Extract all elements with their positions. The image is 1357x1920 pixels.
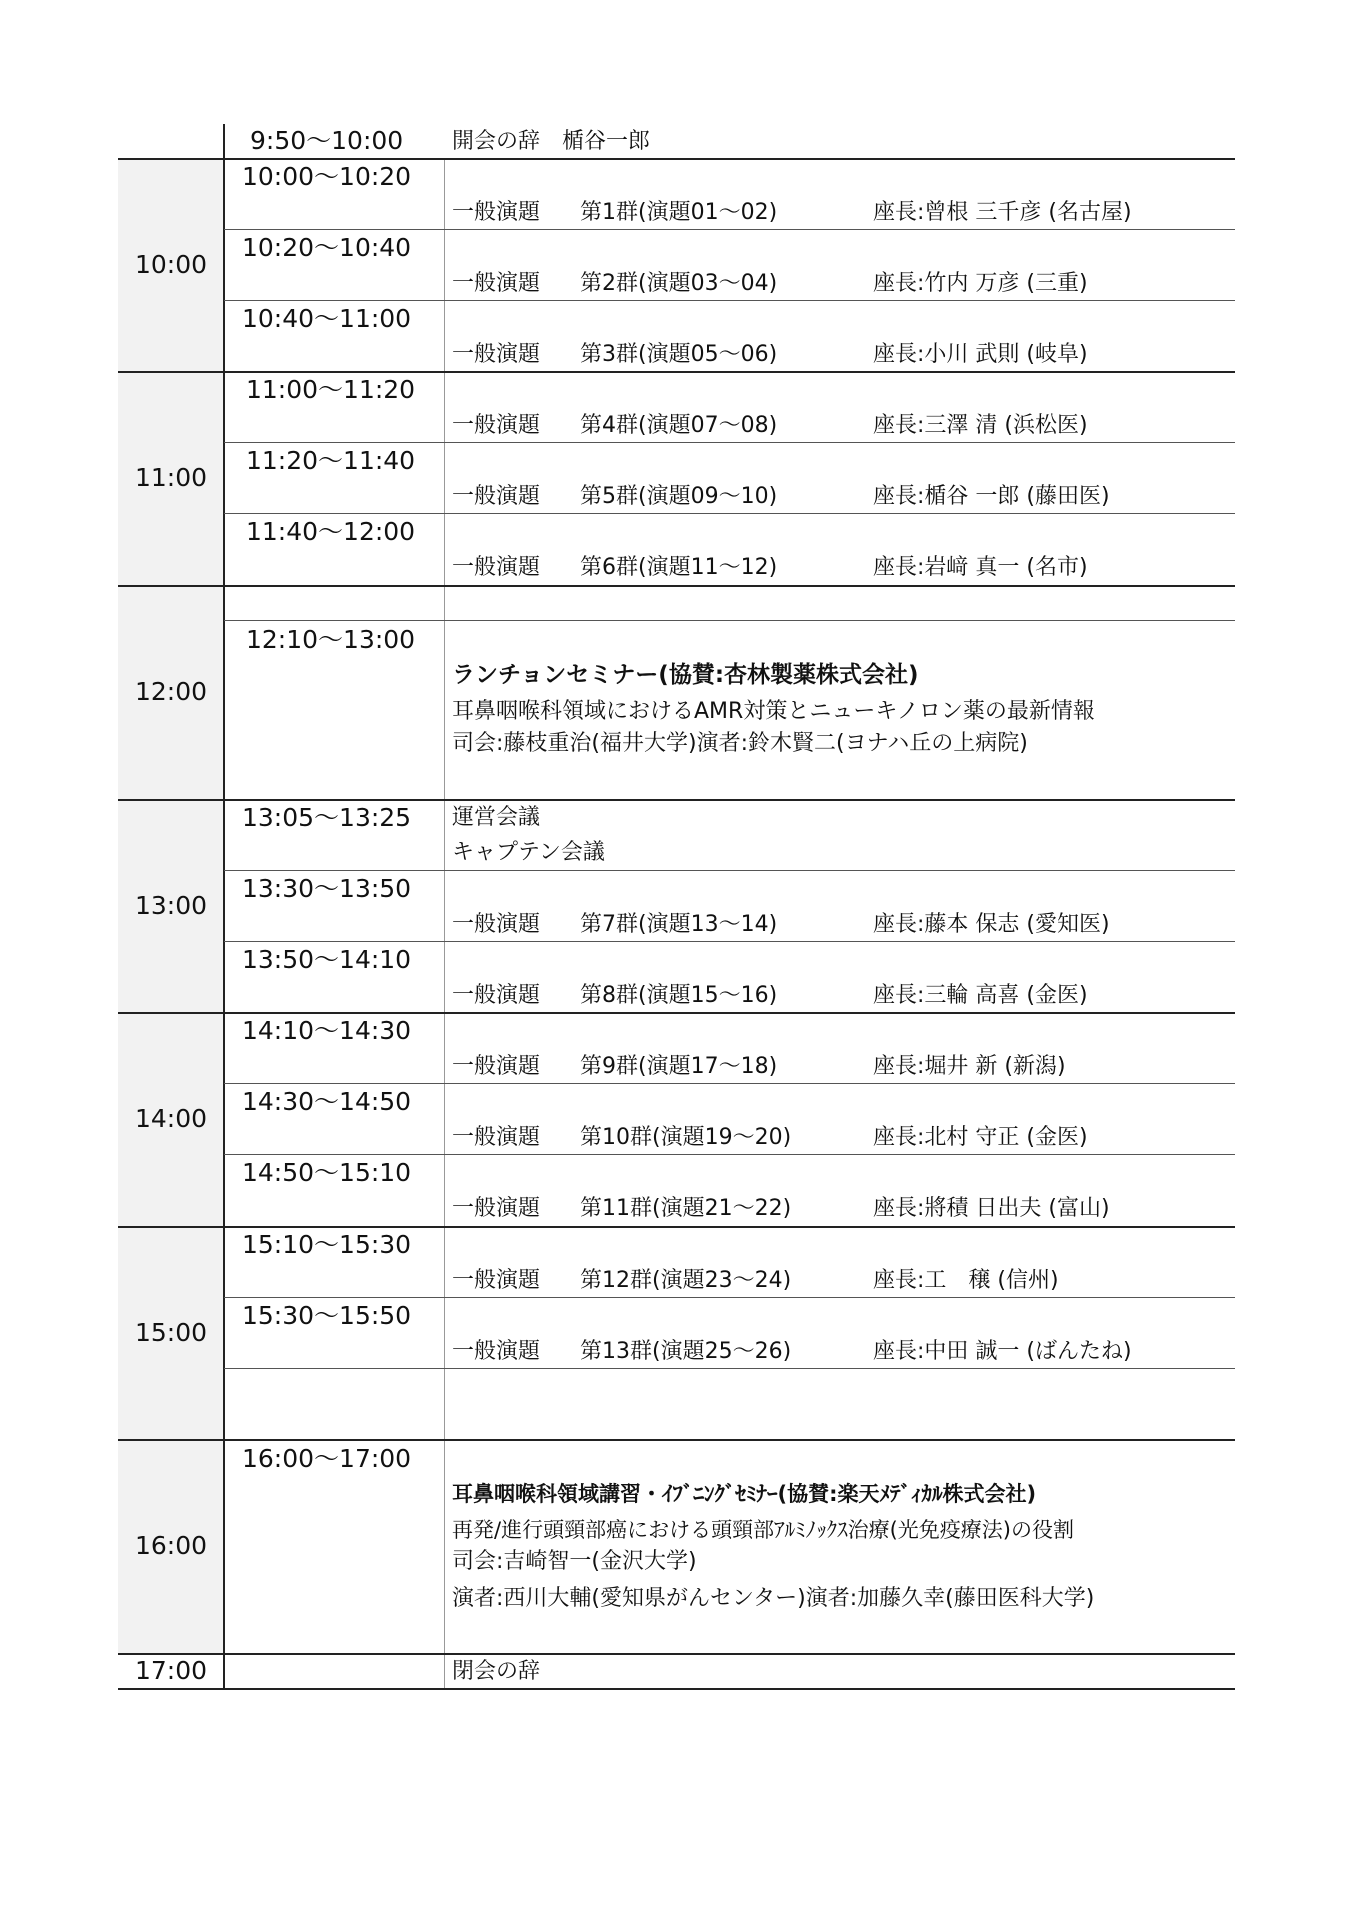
hour-label-13: 13:00: [134, 891, 208, 920]
session-time: 13:30〜13:50: [242, 874, 412, 903]
opening-time: 9:50〜10:00: [250, 126, 404, 155]
meeting-line1: 運営会議: [452, 805, 541, 830]
rule-1330: [224, 870, 1235, 871]
session-group: 第2群(演題03〜04): [580, 271, 778, 296]
evening-title: 耳鼻咽喉科領域講習・ｲﾌﾞﾆﾝｸﾞｾﾐﾅｰ(協賛:楽天ﾒﾃﾞｨｶﾙ株式会社): [452, 1482, 1037, 1506]
lunch-people: 司会:藤枝重治(福井大学)演者:鈴木賢二(ヨナハ丘の上病院): [452, 731, 1028, 756]
opening-text: 開会の辞 楯谷一郎: [452, 129, 651, 154]
session-group: 第13群(演題25〜26): [580, 1339, 792, 1364]
session-time: 11:00〜11:20: [246, 375, 416, 404]
session-group: 第4群(演題07〜08): [580, 413, 778, 438]
session-time: 10:20〜10:40: [242, 233, 412, 262]
session-group: 第8群(演題15〜16): [580, 983, 778, 1008]
session-group: 第5群(演題09〜10): [580, 484, 778, 509]
session-chair: 座長:小川 武則 (岐阜): [873, 342, 1088, 367]
rule-10: [118, 158, 1235, 160]
lunch-title: ランチョンセミナー(協賛:杏林製薬株式会社): [452, 662, 919, 688]
hour-label-15: 15:00: [134, 1318, 208, 1347]
session-label: 一般演題: [452, 200, 541, 225]
rule-1120: [224, 442, 1235, 443]
session-label: 一般演題: [452, 983, 541, 1008]
session-group: 第7群(演題13〜14): [580, 912, 778, 937]
closing-text: 閉会の辞: [452, 1659, 541, 1684]
rule-1450: [224, 1154, 1235, 1155]
session-group: 第9群(演題17〜18): [580, 1054, 778, 1079]
meeting-line2: キャプテン会議: [452, 840, 605, 865]
session-label: 一般演題: [452, 342, 541, 367]
rule-16: [118, 1439, 1235, 1441]
session-label: 一般演題: [452, 413, 541, 438]
rule-1210: [224, 620, 1235, 621]
rule-1020: [224, 229, 1235, 230]
session-chair: 座長:藤本 保志 (愛知医): [873, 912, 1110, 937]
session-label: 一般演題: [452, 1268, 541, 1293]
session-label: 一般演題: [452, 1196, 541, 1221]
hour-label-14: 14:00: [134, 1104, 208, 1133]
session-time: 10:00〜10:20: [242, 162, 412, 191]
session-time: 15:10〜15:30: [242, 1230, 412, 1259]
rule-1040: [224, 300, 1235, 301]
session-chair: 座長:堀井 新 (新潟): [873, 1054, 1066, 1079]
session-time: 15:30〜15:50: [242, 1301, 412, 1330]
session-label: 一般演題: [452, 555, 541, 580]
hour-label-12: 12:00: [134, 677, 208, 706]
session-group: 第1群(演題01〜02): [580, 200, 778, 225]
session-label: 一般演題: [452, 912, 541, 937]
session-chair: 座長:中田 誠一 (ばんたね): [873, 1339, 1132, 1364]
session-group: 第10群(演題19〜20): [580, 1125, 792, 1150]
session-group: 第6群(演題11〜12): [580, 555, 778, 580]
session-label: 一般演題: [452, 1125, 541, 1150]
rule-17: [118, 1653, 1235, 1655]
session-label: 一般演題: [452, 271, 541, 296]
session-chair: 座長:北村 守正 (金医): [873, 1125, 1088, 1150]
session-group: 第12群(演題23〜24): [580, 1268, 792, 1293]
rule-end: [118, 1688, 1235, 1690]
session-chair: 座長:工 穣 (信州): [873, 1268, 1059, 1293]
session-time: 14:30〜14:50: [242, 1087, 412, 1116]
session-group: 第11群(演題21〜22): [580, 1196, 792, 1221]
hour-label-10: 10:00: [134, 250, 208, 279]
rule-14: [118, 1012, 1235, 1014]
lunch-time: 12:10〜13:00: [246, 625, 416, 654]
evening-chair: 司会:吉崎智一(金沢大学): [452, 1549, 697, 1574]
session-time: 10:40〜11:00: [242, 304, 412, 333]
session-time: 14:10〜14:30: [242, 1016, 412, 1045]
session-time: 11:40〜12:00: [246, 517, 416, 546]
evening-speakers: 演者:西川大輔(愛知県がんセンター)演者:加藤久幸(藤田医科大学): [452, 1586, 1095, 1611]
rule-1550: [224, 1368, 1235, 1369]
rule-13: [118, 799, 1235, 801]
evening-time: 16:00〜17:00: [242, 1444, 412, 1473]
session-time: 13:50〜14:10: [242, 945, 412, 974]
rule-11: [118, 371, 1235, 373]
hour-label-17: 17:00: [134, 1656, 208, 1685]
rule-12: [118, 585, 1235, 587]
evening-topic: 再発/進行頭頸部癌における頭頸部ｱﾙﾐﾉｯｸｽ治療(光免疫療法)の役割: [452, 1518, 1074, 1542]
session-label: 一般演題: [452, 1054, 541, 1079]
time-column-rule: [444, 160, 445, 1690]
session-chair: 座長:三澤 清 (浜松医): [873, 413, 1088, 438]
lunch-topic: 耳鼻咽喉科領域におけるAMR対策とニューキノロン薬の最新情報: [452, 699, 1095, 724]
meeting-time: 13:05〜13:25: [242, 803, 412, 832]
session-chair: 座長:曾根 三千彦 (名古屋): [873, 200, 1132, 225]
hour-label-16: 16:00: [134, 1531, 208, 1560]
rule-1430: [224, 1083, 1235, 1084]
session-chair: 座長:竹内 万彦 (三重): [873, 271, 1088, 296]
session-time: 11:20〜11:40: [246, 446, 416, 475]
session-chair: 座長:三輪 高喜 (金医): [873, 983, 1088, 1008]
rule-1350: [224, 941, 1235, 942]
rule-1530: [224, 1297, 1235, 1298]
session-label: 一般演題: [452, 484, 541, 509]
rule-15: [118, 1226, 1235, 1228]
rule-1140: [224, 513, 1235, 514]
session-chair: 座長:楯谷 一郎 (藤田医): [873, 484, 1110, 509]
session-group: 第3群(演題05〜06): [580, 342, 778, 367]
session-label: 一般演題: [452, 1339, 541, 1364]
session-time: 14:50〜15:10: [242, 1158, 412, 1187]
session-chair: 座長:將積 日出夫 (富山): [873, 1196, 1110, 1221]
hour-label-11: 11:00: [134, 463, 208, 492]
session-chair: 座長:岩﨑 真一 (名市): [873, 555, 1088, 580]
